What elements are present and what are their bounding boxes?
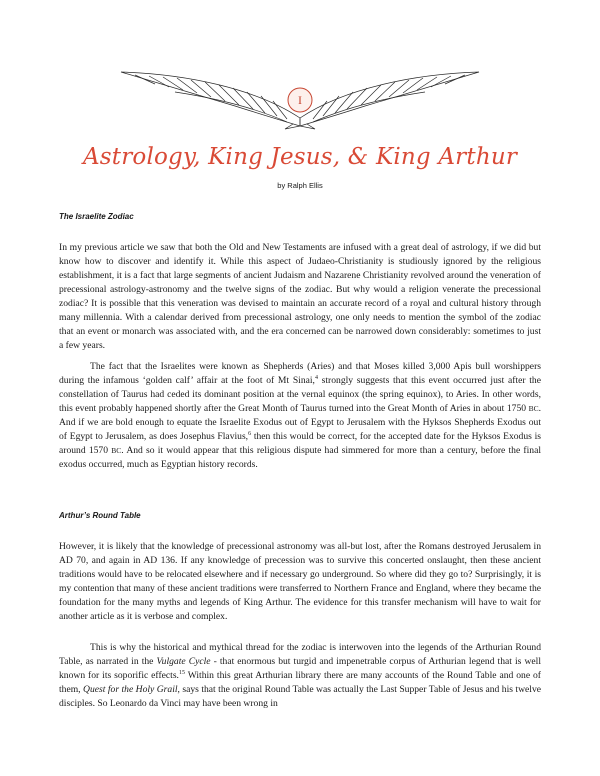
article-title: Astrology, King Jesus, & King Arthur (82, 144, 518, 170)
article-number: I (298, 93, 302, 107)
footnote-ref: 4 (314, 374, 318, 381)
paragraph-precession-lost: However, it is likely that the knowledge of precessional astronomy was all-but lost, after the Romans destroyed Jerusalem in AD 70, and again in AD 136. If any knowledge of precession was to survive this concerted onslaught, then these ancient traditions would have to be relocated elsewhere and if necessary go underground. So where did they go to? Surprisingly, it is my contention that many of these ancient traditions were transferred to Northern France and England, where they became the foundation for the many myths and legends of King Arthur. The evidence for this transfer mechanism will have to wait for another article as it is verbose and complex. (59, 541, 541, 622)
paragraph-taurus-aries: The fact that the Israelites were known as Shepherds (Aries) and that Moses killed 3,000 Apis bull worshippers during the infamous ‘golden calf’ affair at the foot of Mt Sinai,$^4$ strongly suggests that this event occurred just after the constellation of Taurus had ceded its dominant position at the vernal equinox (the spring equinox), to Aries. In other words, this event probably happened shortly after the Great Month of Taurus turned into the Great Month of Aries in about 1750 BC. And if we are bold enough to equate the Israelite Exodus out of Egypt to Jerusalem with the Hyksos Shepherds Exodus out of Egypt to Jerusalem, as does Josephus Flavius,$^6$ then this would be correct, for the accepted date for the Hyksos Exodus is around 1570 BC. And so it would appear that this religious dispute had simmered for more than a century, before the final exodus occurred, much as Egyptian history records. (59, 361, 542, 470)
footnote-ref: 6 (248, 430, 252, 437)
author-byline: by Ralph Ellis (277, 181, 323, 190)
winged-sun-emblem (115, 66, 485, 130)
section-heading-round-table: Arthur’s Round Table (59, 511, 141, 520)
footnote-ref: 15 (178, 669, 185, 676)
paragraph-vulgate-cycle: This is why the historical and mythical thread for the zodiac is interwoven into the legends of the Arthurian Round Table, as narrated in the Vulgate Cycle - that enormous but turgid and impenetrable corpus of Arthurian legend that is well known for its soporific effects.$^{15}$ Within this great Arthurian library there are many accounts of the Round Table and one of them, Quest for the Holy Grail, says that the original Round Table was actually the Last Supper Table of Jesus and his twelve disciples. So Leonardo da Vinci may have been wrong in (59, 642, 541, 709)
section-heading-israelite-zodiac: The Israelite Zodiac (59, 212, 134, 221)
paragraph-zodiac-intro: In my previous article we saw that both the Old and New Testaments are infused with a great deal of astrology, if we did but know how to discover and identify it. While this aspect of Judaeo-Christianity is studiously ignored by the religious establishment, it is a fact that large segments of ancient Judaism and Nazarene Christianity revolved around the veneration of precessional astrology-astronomy and the twelve signs of the zodiac. But why would a religion venerate the precessional zodiac? It is possible that this veneration was devised to maintain an accurate record of a royal and cultural history through many millennia. With a calendar derived from precessional astrology, one only needs to mention the symbol of the zodiac that an event or monarch was associated with, and the era concerned can be narrowed down considerably: sometimes to just a few years. (59, 242, 541, 351)
